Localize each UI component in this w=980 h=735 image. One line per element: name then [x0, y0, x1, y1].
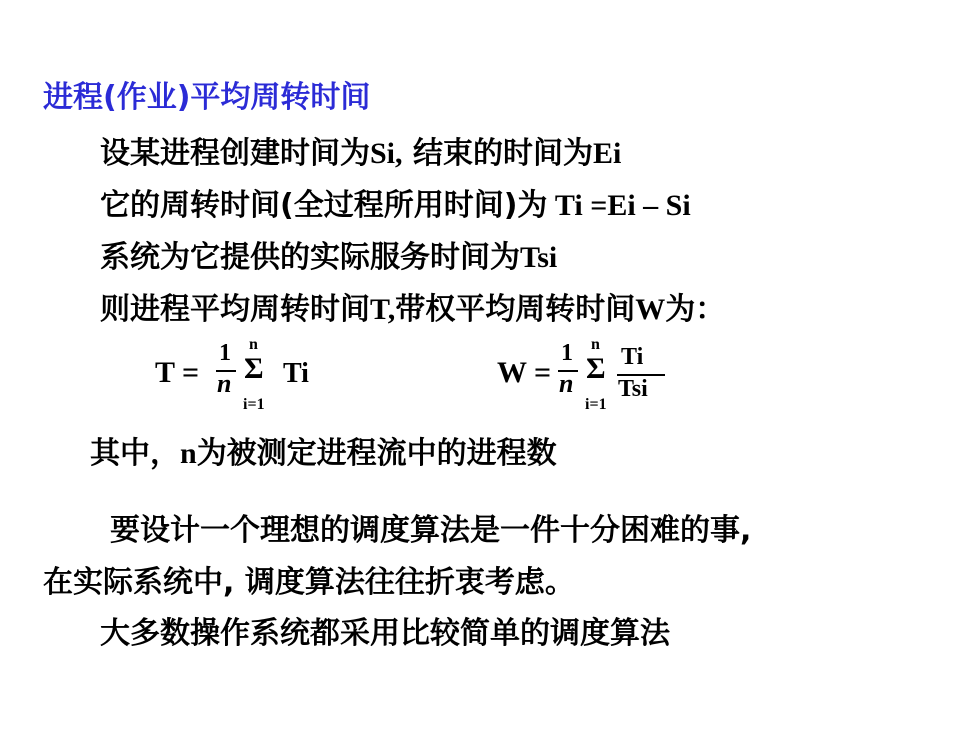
line1-si: Si, [370, 137, 403, 170]
definition-line-1 [100, 128, 621, 172]
definition-line-3 [100, 232, 557, 276]
line2-text: 它的周转时间(全过程所用时间)为 [100, 188, 548, 223]
line4-w: W [635, 293, 666, 326]
formula-w-denominator: n [559, 369, 574, 398]
line5-text-b: 为被测定进程流中的进程数 [196, 436, 557, 471]
formula-w-sum-top: n [591, 336, 600, 353]
formula-w [497, 336, 717, 420]
formula-w-term-denominator: Tsi [618, 376, 648, 402]
formula-t-lhs: T = [155, 356, 200, 389]
line1-text-a: 设某进程创建时间为 [100, 136, 370, 171]
paragraph-line-2: 在实际系统中, 调度算法往往折衷考虑。 [43, 565, 575, 600]
line3-tsi: Tsi [520, 241, 558, 274]
formula-w-sum-bottom: i=1 [585, 396, 607, 413]
formula-t-denominator: n [217, 369, 232, 398]
definition-line-5 [90, 428, 557, 472]
formula-t-term: Ti [283, 358, 309, 389]
line4-text-a: 则进程平均周转时间 [100, 292, 370, 327]
formula-t-sigma: Σ [244, 352, 264, 385]
line1-ei: Ei [592, 137, 622, 170]
line4-t: T, [370, 293, 396, 326]
formula-w-sigma: Σ [586, 352, 606, 385]
line5-n: n [180, 437, 197, 470]
formula-w-numerator: 1 [561, 340, 573, 366]
formula-w-term-numerator: Ti [621, 344, 644, 370]
line4-text-c: 为： [665, 292, 726, 327]
line3-text: 系统为它提供的实际服务时间为 [100, 240, 520, 275]
definition-line-2 [100, 180, 691, 224]
formula-t-numerator: 1 [219, 340, 231, 366]
paragraph-line-1: 要设计一个理想的调度算法是一件十分困难的事, [110, 513, 752, 548]
line1-text-b: 结束的时间为 [402, 136, 593, 171]
formula-t-sum-top: n [249, 336, 258, 353]
line2-formula: Ti =Ei – Si [547, 189, 691, 222]
line4-text-b: 带权平均周转时间 [395, 292, 636, 327]
line5-text-a: 其中， [90, 436, 180, 471]
paragraph-line-3: 大多数操作系统都采用比较简单的调度算法 [100, 616, 670, 651]
formula-w-lhs: W = [497, 356, 552, 389]
formula-t-sum-bottom: i=1 [243, 396, 265, 413]
definition-line-4 [100, 284, 725, 328]
slide-title: 进程(作业)平均周转时间 [43, 80, 371, 115]
formula-t [155, 336, 375, 420]
